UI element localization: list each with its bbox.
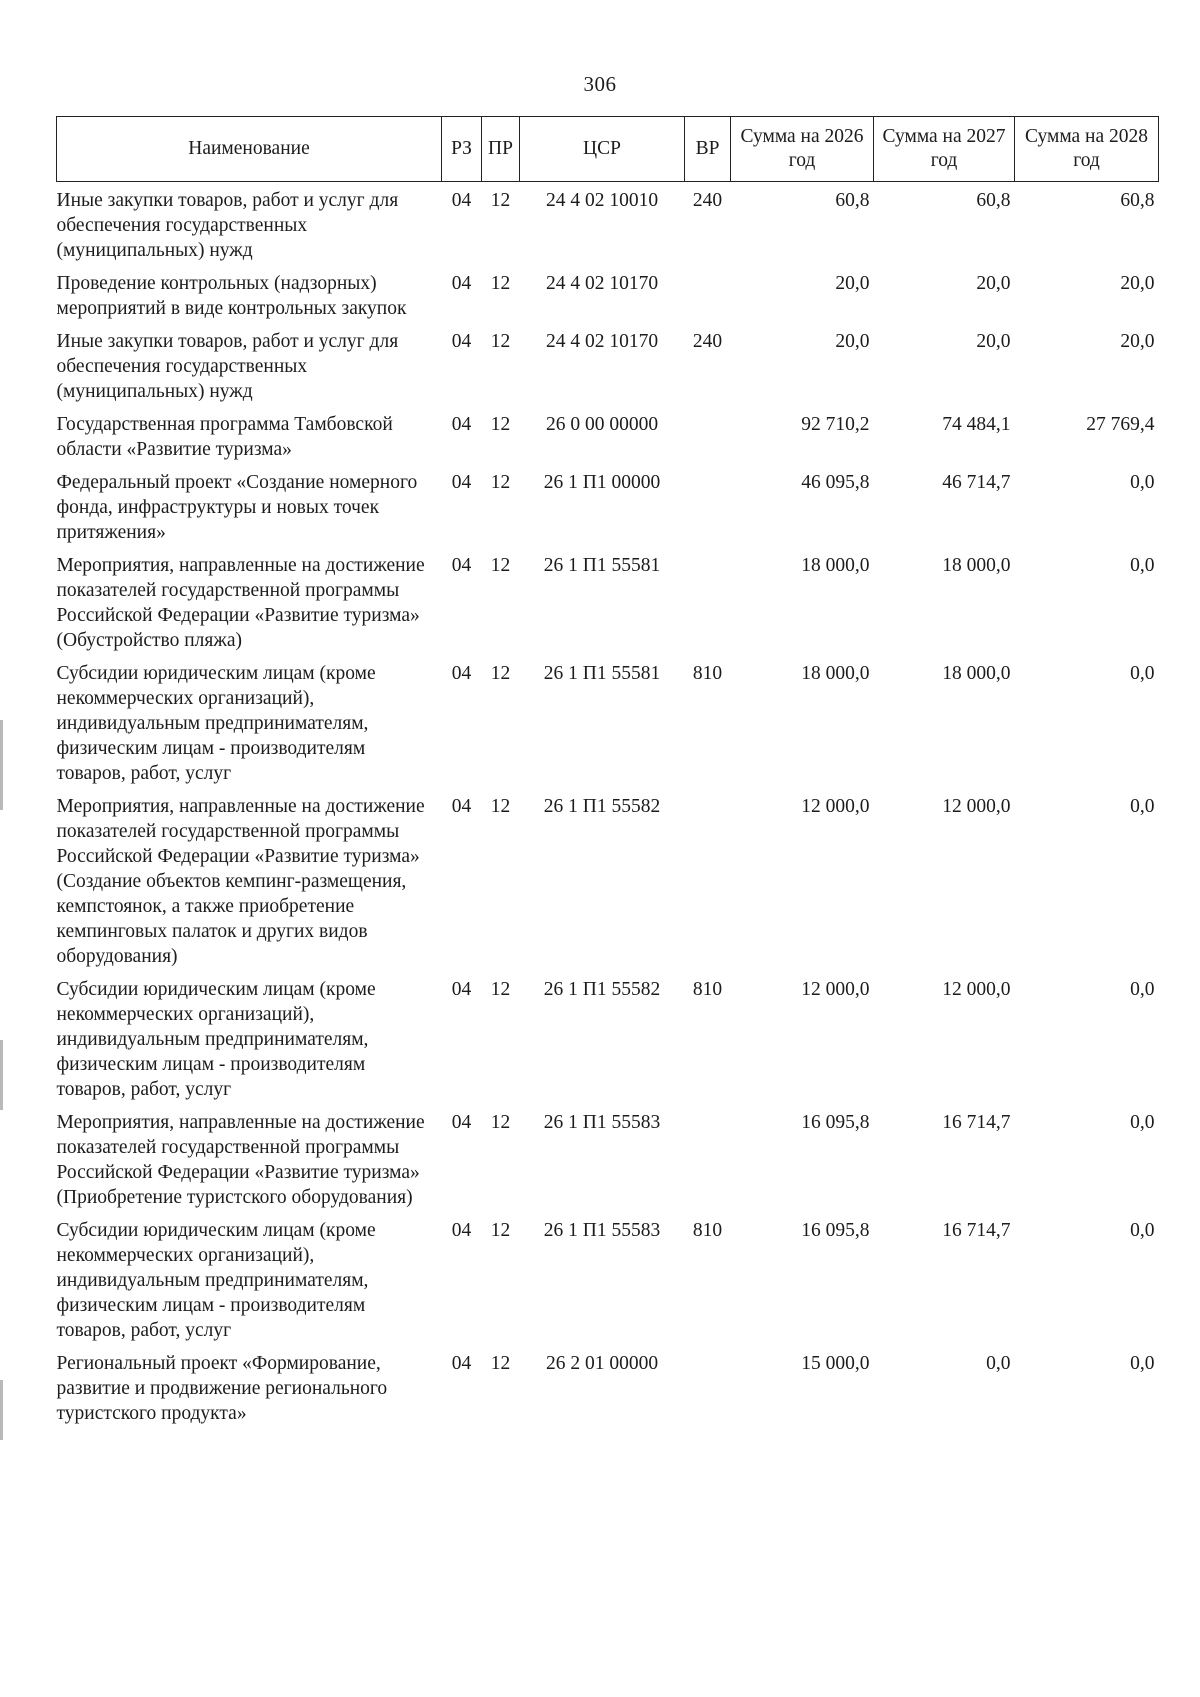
header-sum-2027: Сумма на 2027 год	[874, 117, 1015, 182]
cell-vr	[685, 794, 731, 977]
cell-csr: 26 1 П1 55583	[543, 1112, 661, 1133]
cell-pr: 12	[490, 796, 511, 817]
cell-vr: 240	[692, 331, 723, 352]
cell-vr: 810	[692, 1220, 723, 1241]
cell-pr: 12	[490, 331, 511, 352]
cell-csr: 26 1 П1 55581	[543, 555, 661, 576]
header-name: Наименование	[57, 117, 442, 182]
header-vr: ВР	[685, 117, 731, 182]
cell-csr: 26 1 П1 55583	[543, 1220, 661, 1241]
cell-sum-2026: 20,0	[835, 273, 870, 294]
cell-name: Субсидии юридическим лицам (кроме некоммерческих организаций), индивидуальным предпринимателям, физическим лицам - производителям товаров, работ, услуг	[56, 1220, 376, 1341]
cell-rz: 04	[451, 555, 472, 576]
cell-rz: 04	[451, 273, 472, 294]
header-pr: ПР	[482, 117, 520, 182]
table-header	[57, 117, 1159, 182]
cell-vr	[685, 271, 731, 329]
cell-sum-2028: 20,0	[1120, 273, 1155, 294]
cell-sum-2026: 18 000,0	[801, 555, 870, 576]
cell-pr: 12	[490, 273, 511, 294]
cell-rz: 04	[451, 663, 472, 684]
cell-sum-2026: 92 710,2	[801, 414, 870, 435]
cell-sum-2027: 16 714,7	[942, 1220, 1011, 1241]
cell-pr: 12	[490, 190, 511, 211]
cell-sum-2026: 60,8	[835, 190, 870, 211]
table-row	[57, 977, 1159, 1110]
cell-sum-2028: 60,8	[1120, 190, 1155, 211]
scan-edge-marks	[0, 0, 6, 1697]
header-rz: РЗ	[442, 117, 482, 182]
cell-pr: 12	[490, 472, 511, 493]
cell-sum-2026: 12 000,0	[801, 979, 870, 1000]
header-sum-2028: Сумма на 2028 год	[1015, 117, 1159, 182]
cell-pr: 12	[490, 1353, 511, 1374]
cell-vr: 810	[692, 979, 723, 1000]
table-row	[57, 1218, 1159, 1351]
cell-vr	[685, 553, 731, 661]
table-row	[57, 553, 1159, 661]
cell-sum-2026: 16 095,8	[801, 1220, 870, 1241]
cell-rz: 04	[451, 414, 472, 435]
table-row	[57, 1351, 1159, 1434]
cell-sum-2026: 18 000,0	[801, 663, 870, 684]
cell-sum-2026: 16 095,8	[801, 1112, 870, 1133]
cell-sum-2028: 20,0	[1120, 331, 1155, 352]
cell-sum-2027: 18 000,0	[942, 663, 1011, 684]
cell-sum-2028: 0,0	[1130, 555, 1155, 576]
cell-csr: 26 1 П1 55581	[543, 663, 661, 684]
cell-name: Субсидии юридическим лицам (кроме некоммерческих организаций), индивидуальным предпринимателям, физическим лицам - производителям товаров, работ, услуг	[56, 663, 376, 784]
table-row	[57, 661, 1159, 794]
cell-name: Мероприятия, направленные на достижение показателей государственной программы Российской Федерации «Развитие туризма» (Создание объектов кемпинг-размещения, кемпстоянок, а также приобретение кемпинговых палаток и других видов оборудования)	[56, 796, 425, 967]
table-row	[57, 412, 1159, 470]
cell-pr: 12	[490, 1220, 511, 1241]
cell-sum-2027: 18 000,0	[942, 555, 1011, 576]
cell-rz: 04	[451, 796, 472, 817]
cell-pr: 12	[490, 1112, 511, 1133]
cell-csr: 26 1 П1 55582	[543, 796, 661, 817]
cell-vr	[685, 1110, 731, 1218]
cell-vr	[685, 470, 731, 553]
cell-name: Иные закупки товаров, работ и услуг для обеспечения государственных (муниципальных) нужд	[56, 331, 399, 402]
cell-sum-2028: 0,0	[1130, 979, 1155, 1000]
cell-rz: 04	[451, 979, 472, 1000]
cell-vr: 240	[692, 190, 723, 211]
cell-csr: 24 4 02 10170	[545, 331, 659, 352]
cell-vr	[685, 412, 731, 470]
table-row	[57, 271, 1159, 329]
cell-pr: 12	[490, 414, 511, 435]
cell-sum-2027: 0,0	[986, 1353, 1011, 1374]
cell-vr: 810	[692, 663, 723, 684]
cell-rz: 04	[451, 472, 472, 493]
cell-sum-2027: 12 000,0	[942, 796, 1011, 817]
cell-rz: 04	[451, 1112, 472, 1133]
header-csr: ЦСР	[520, 117, 685, 182]
table-row	[57, 470, 1159, 553]
cell-sum-2028: 0,0	[1130, 1112, 1155, 1133]
cell-csr: 26 1 П1 55582	[543, 979, 661, 1000]
table-row	[57, 794, 1159, 977]
page-number: 306	[583, 72, 617, 96]
cell-sum-2027: 20,0	[976, 273, 1011, 294]
cell-pr: 12	[490, 555, 511, 576]
cell-sum-2028: 0,0	[1130, 796, 1155, 817]
cell-rz: 04	[451, 1353, 472, 1374]
cell-sum-2028: 0,0	[1130, 472, 1155, 493]
cell-sum-2027: 74 484,1	[942, 414, 1011, 435]
cell-pr: 12	[490, 663, 511, 684]
cell-sum-2026: 46 095,8	[801, 472, 870, 493]
header-sum-2026: Сумма на 2026 год	[731, 117, 874, 182]
cell-rz: 04	[451, 190, 472, 211]
cell-name: Государственная программа Тамбовской области «Развитие туризма»	[56, 414, 393, 460]
cell-csr: 26 1 П1 00000	[543, 472, 661, 493]
cell-sum-2026: 12 000,0	[801, 796, 870, 817]
cell-csr: 24 4 02 10170	[545, 273, 659, 294]
cell-rz: 04	[451, 331, 472, 352]
cell-name: Федеральный проект «Создание номерного фонда, инфраструктуры и новых точек притяжения»	[56, 472, 418, 543]
cell-name: Иные закупки товаров, работ и услуг для обеспечения государственных (муниципальных) нужд	[56, 190, 399, 261]
cell-sum-2028: 27 769,4	[1086, 414, 1155, 435]
cell-sum-2028: 0,0	[1130, 1353, 1155, 1374]
cell-name: Региональный проект «Формирование, развитие и продвижение регионального туристского продукта»	[56, 1353, 388, 1424]
cell-sum-2028: 0,0	[1130, 1220, 1155, 1241]
cell-sum-2026: 15 000,0	[801, 1353, 870, 1374]
table-row	[57, 1110, 1159, 1218]
cell-sum-2028: 0,0	[1130, 663, 1155, 684]
cell-sum-2027: 20,0	[976, 331, 1011, 352]
cell-vr	[685, 1351, 731, 1434]
cell-name: Мероприятия, направленные на достижение показателей государственной программы Российской Федерации «Развитие туризма» (Обустройство пляжа)	[56, 555, 425, 651]
cell-name: Субсидии юридическим лицам (кроме некоммерческих организаций), индивидуальным предпринимателям, физическим лицам - производителям товаров, работ, услуг	[56, 979, 376, 1100]
cell-sum-2027: 60,8	[976, 190, 1011, 211]
cell-csr: 24 4 02 10010	[545, 190, 659, 211]
cell-pr: 12	[490, 979, 511, 1000]
cell-sum-2027: 16 714,7	[942, 1112, 1011, 1133]
cell-sum-2026: 20,0	[835, 331, 870, 352]
cell-name: Проведение контрольных (надзорных) мероприятий в виде контрольных закупок	[56, 273, 407, 319]
cell-name: Мероприятия, направленные на достижение показателей государственной программы Российской Федерации «Развитие туризма» (Приобретение туристского оборудования)	[56, 1112, 425, 1208]
budget-table	[56, 116, 1159, 1434]
table-row	[57, 182, 1159, 272]
cell-csr: 26 2 01 00000	[545, 1353, 659, 1374]
table-row	[57, 329, 1159, 412]
table-body	[57, 182, 1159, 1435]
cell-sum-2027: 12 000,0	[942, 979, 1011, 1000]
cell-rz: 04	[451, 1220, 472, 1241]
cell-csr: 26 0 00 00000	[545, 414, 659, 435]
cell-sum-2027: 46 714,7	[942, 472, 1011, 493]
